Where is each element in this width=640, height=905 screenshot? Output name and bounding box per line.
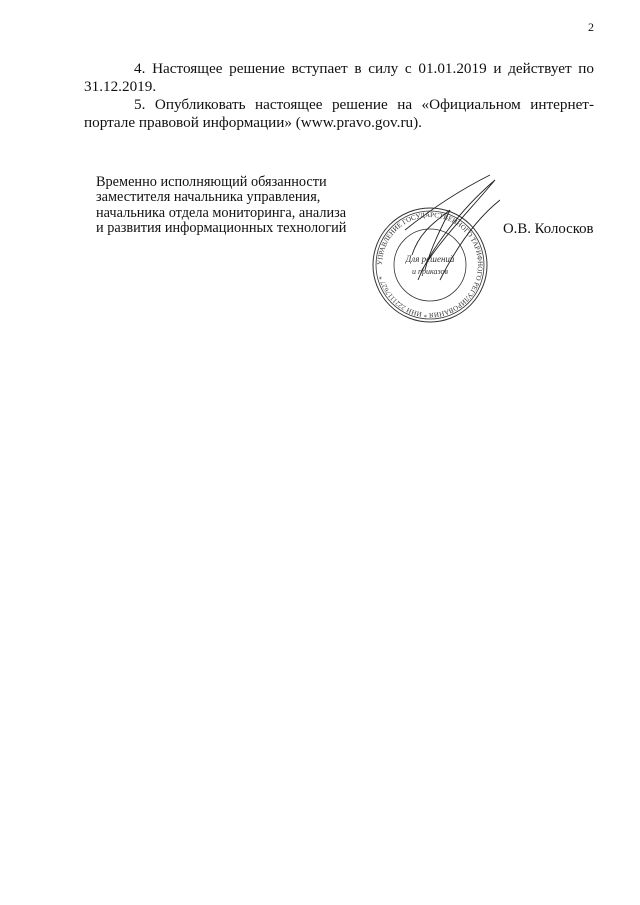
signatory-name: О.В. Колосков [503, 221, 594, 237]
position-line: и развития информационных технологий [96, 219, 347, 236]
paragraph-text: Опубликовать настоящее решение на «Официальном интернет-портале правовой информации» (www.pravo.gov.ru). [84, 96, 595, 131]
stamp-ring-text: УПРАВЛЕНИЕ ГОСУДАРСТВЕННОГО ТАРИФНОГО РЕГУЛИРОВАНИЯ * ИНН 2221117627 * [375, 210, 485, 320]
position-line: заместителя начальника управления, [96, 189, 321, 206]
stamp-inner-line: и приказов [411, 267, 449, 276]
position-line: Временно исполняющий обязанности [96, 174, 327, 190]
position-line: начальника отдела мониторинга, анализа [96, 204, 347, 221]
paragraph-4 [84, 60, 594, 95]
paragraph-5 [84, 96, 594, 131]
svg-text:УПРАВЛЕНИЕ ГОСУДАРСТВЕННОГО ТА [376, 211, 484, 319]
paragraph-number: 4. [134, 60, 146, 77]
handwritten-signature [405, 175, 500, 280]
signatory-position [96, 175, 346, 236]
paragraph-text: Настоящее решение вступает в силу с 01.01.2019 и действует по 31.12.2019. [84, 60, 595, 95]
stamp-inner-line: Для решений [405, 254, 455, 264]
official-stamp [360, 170, 500, 330]
paragraph-number: 5. [134, 96, 146, 113]
page-number: 2 [588, 20, 594, 34]
